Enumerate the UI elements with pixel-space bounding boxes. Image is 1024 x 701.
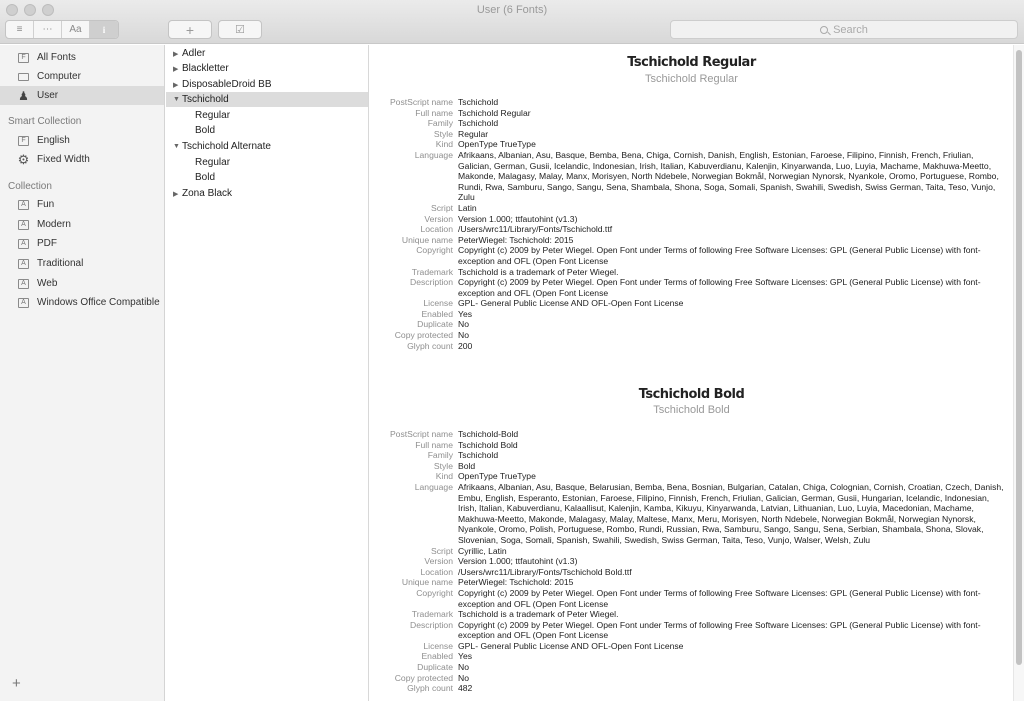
info-row	[370, 319, 1013, 330]
info-row	[370, 214, 1013, 225]
info-row	[370, 97, 1013, 108]
info-value: 482	[458, 683, 473, 694]
info-row	[370, 309, 1013, 320]
info-row	[370, 461, 1013, 472]
font-info-table	[370, 97, 1013, 351]
user-icon: ♟	[18, 88, 29, 103]
font-family-label: Blackletter	[182, 63, 229, 74]
info-row	[370, 556, 1013, 567]
search-placeholder: Search	[833, 23, 868, 36]
info-row	[370, 118, 1013, 129]
add-font-button[interactable]: +	[168, 20, 212, 39]
info-value: Version 1.000; ttfautohint (v1.3)	[458, 213, 578, 224]
info-value: No	[458, 319, 469, 330]
info-key: Location	[420, 566, 453, 577]
font-family-label: Tschichold Alternate	[182, 141, 271, 152]
info-value: Yes	[458, 651, 473, 662]
info-key: PostScript name	[389, 97, 453, 107]
info-value: Tschichold Bold	[458, 439, 518, 450]
info-key: Full name	[415, 107, 453, 118]
font-face-row[interactable]	[166, 123, 368, 138]
font-info-panel	[370, 45, 1013, 701]
disclosure-triangle-icon[interactable]: ▶	[173, 65, 179, 73]
info-key: Version	[424, 556, 453, 567]
info-row	[370, 245, 1013, 266]
font-preview-title: Tschichold Bold	[638, 387, 745, 402]
info-key: Copyright	[416, 245, 453, 256]
info-key: Duplicate	[417, 319, 453, 330]
window-title: User (6 Fonts)	[476, 4, 548, 16]
info-value: No	[458, 672, 469, 683]
collection-icon: A	[18, 298, 29, 308]
sidebar-item-label: Windows Office Compatible	[37, 297, 160, 308]
info-value: Cyrillic, Latin	[458, 545, 507, 556]
info-value: Regular	[458, 128, 489, 139]
disclosure-triangle-icon[interactable]: ▼	[173, 96, 180, 103]
info-value: No	[458, 662, 469, 673]
sidebar-item-label: Web	[37, 278, 58, 289]
info-value: Bold	[458, 460, 476, 471]
info-row	[370, 203, 1013, 214]
info-row	[370, 609, 1013, 620]
info-row	[370, 577, 1013, 588]
info-value: GPL- General Public License AND OFL-Open Font License	[458, 298, 684, 309]
list-view-icon[interactable]: ≡	[6, 21, 34, 38]
info-icon: i	[98, 24, 110, 36]
collection-icon: A	[18, 239, 29, 249]
disclosure-triangle-icon[interactable]: ▶	[173, 190, 179, 198]
info-row	[370, 341, 1013, 352]
font-family-label: Adler	[182, 48, 206, 59]
font-file-icon: F	[18, 53, 29, 63]
info-value: Tschichold	[458, 450, 499, 461]
info-row	[370, 139, 1013, 150]
font-file-icon: F	[18, 136, 29, 146]
font-face-row[interactable]	[166, 108, 368, 123]
sidebar	[0, 45, 165, 701]
info-value: Copyright (c) 2009 by Peter Wiegel. Open Font under Terms of following Free Software Licenses: GPL (General Public License) with font-exception and OFL (Open Font License	[458, 619, 981, 641]
info-key: Full name	[415, 439, 453, 450]
font-face-label: Regular	[195, 110, 231, 121]
info-key: Family	[427, 450, 453, 461]
info-view-button[interactable]	[90, 21, 118, 38]
sidebar-item-user[interactable]	[0, 86, 164, 105]
info-key: Copy protected	[394, 672, 453, 683]
sidebar-item-label: User	[37, 90, 59, 101]
sidebar-item-label: PDF	[37, 238, 57, 249]
font-family-row[interactable]	[166, 139, 368, 154]
sidebar-item-traditional[interactable]	[0, 254, 164, 273]
info-row	[370, 108, 1013, 119]
search-icon	[820, 26, 828, 34]
info-value: 200	[458, 340, 473, 351]
info-row	[370, 267, 1013, 278]
info-value: Tschichold	[458, 118, 499, 129]
info-row	[370, 641, 1013, 652]
info-value: Yes	[458, 308, 473, 319]
info-value: Tschichold is a trademark of Peter Wiegel.	[458, 609, 619, 620]
font-face-row[interactable]	[166, 155, 368, 170]
font-family-row[interactable]	[166, 92, 368, 107]
monitor-icon	[18, 73, 29, 81]
sidebar-item-label: Fun	[37, 199, 55, 210]
info-row	[370, 224, 1013, 235]
font-info-table	[370, 429, 1013, 694]
collection-icon: A	[18, 279, 29, 289]
info-value: Tschichold	[458, 97, 499, 107]
info-row	[370, 482, 1013, 546]
sidebar-item-pdf[interactable]	[0, 234, 164, 253]
info-key: Unique name	[401, 577, 453, 588]
info-value: Tschichold is a trademark of Peter Wiegel.	[458, 266, 619, 277]
info-key: Enabled	[421, 308, 453, 319]
info-key: License	[423, 640, 453, 651]
info-row	[370, 150, 1013, 203]
info-row	[370, 683, 1013, 694]
sidebar-item-label: Modern	[37, 219, 71, 230]
info-value: Copyright (c) 2009 by Peter Wiegel. Open Font under Terms of following Free Software Licenses: GPL (General Public License) with font-exception and OFL (Open Font License	[458, 277, 981, 298]
info-value: /Users/wrc11/Library/Fonts/Tschichold.ttf	[458, 224, 613, 235]
font-family-label: Zona Black	[182, 188, 233, 199]
info-value: Afrikaans, Albanian, Asu, Basque, Bemba, Bena, Chiga, Cornish, Danish, English, Estonian, Faroese, Filipino, Finnish, French, Friulian, Galician, German, Gusii, Icelandic, Indonesian, Irish, Italian, Kabuverdianu, Kalenjin, Kinyarwanda, Luo, Luyia, Machame, Makhuwa-Meetto, Makonde, Malagasy, Malay, Manx, Morisyen, North Ndebele, Norwegian Bokmål, Norwegian Nynorsk, Nyankole, Oromo, Portuguese, Rombo, Rundi, Rwa, Samburu, Sango, Sangu, Sena, Shambala, Shona, Soga, Somali, Spanish, Swahili, Swedish, Swiss German, Taita, Teso, Vunjo, Zulu	[458, 149, 999, 203]
info-key: Style	[433, 128, 453, 139]
validate-font-button[interactable]: ☑	[218, 20, 262, 39]
sidebar-item-label: All Fonts	[37, 52, 76, 63]
info-key: License	[423, 298, 453, 309]
sidebar-item-all-fonts[interactable]	[0, 48, 164, 67]
font-list	[166, 45, 369, 701]
info-value: Copyright (c) 2009 by Peter Wiegel. Open Font under Terms of following Free Software Licenses: GPL (General Public License) with font-exception and OFL (Open Font License	[458, 587, 981, 609]
sidebar-item-windows-office-compatible[interactable]	[0, 293, 164, 312]
info-row	[370, 673, 1013, 684]
scrollbar-thumb[interactable]	[1016, 50, 1022, 665]
sidebar-item-english[interactable]	[0, 131, 164, 150]
font-face-label: Bold	[195, 125, 216, 136]
info-value: Afrikaans, Albanian, Asu, Basque, Belarusian, Bemba, Bena, Bosnian, Bulgarian, Catalan, Chiga, Colognian, Cornish, Croatian, Czech, Danish, Embu, English, Esperanto, Estonian, Faroese, Filipino, Finnish, French, Friulian, Galician, German, Gusii, Hungarian, Icelandic, Indonesian, Irish, Italian, Kabuverdianu, Kalaallisut, Kalenjin, Kamba, Kikuyu, Kinyarwanda, Latvian, Lithuanian, Luo, Luyia, Macedonian, Machame, Makhuwa-Meetto, Makonde, Malagasy, Malay, Maltese, Manx, Meru, Morisyen, North Ndebele, Norwegian Bokmål, Norwegian Nynorsk, Nyankole, Oromo, Polish, Portuguese, Rombo, Rundi, Russian, Rwa, Samburu, Sango, Sangu, Sena, Serbian, Shambala, Shona, Slovak, Slovenian, Soga, Somali, Spanish, Swahili, Swedish, Swiss German, Taita, Teso, Vunjo, Walser, Welsh, Zulu	[458, 481, 1004, 545]
info-key: Script	[431, 545, 453, 556]
gear-icon: ⚙	[17, 151, 30, 167]
info-row	[370, 450, 1013, 461]
disclosure-triangle-icon[interactable]: ▶	[173, 81, 179, 89]
collection-icon: A	[18, 259, 29, 269]
font-preview-title: Tschichold Regular	[627, 55, 756, 70]
info-value: OpenType TrueType	[458, 139, 536, 150]
info-key: Copy protected	[394, 330, 453, 341]
info-row	[370, 277, 1013, 298]
disclosure-triangle-icon[interactable]: ▶	[173, 50, 179, 58]
info-key: Kind	[435, 139, 453, 150]
info-value: Tschichold-Bold	[458, 429, 519, 439]
font-family-row[interactable]	[166, 186, 368, 201]
search-field[interactable]	[670, 20, 1018, 39]
info-value: GPL- General Public License AND OFL-Open Font License	[458, 640, 684, 651]
info-value: Copyright (c) 2009 by Peter Wiegel. Open Font under Terms of following Free Software Licenses: GPL (General Public License) with font-exception and OFL (Open Font License	[458, 245, 981, 266]
info-value: /Users/wrc11/Library/Fonts/Tschichold Bold.ttf	[458, 566, 632, 577]
info-key: Copyright	[416, 587, 453, 598]
info-row	[370, 440, 1013, 451]
info-row	[370, 235, 1013, 246]
info-row	[370, 429, 1013, 440]
sidebar-item-label: Traditional	[37, 258, 84, 269]
sidebar-item-computer[interactable]	[0, 67, 164, 86]
info-row	[370, 651, 1013, 662]
vertical-scrollbar[interactable]	[1013, 45, 1024, 701]
info-key: Language	[414, 149, 453, 160]
info-key: Trademark	[411, 609, 453, 620]
info-key: PostScript name	[389, 429, 453, 439]
info-value: OpenType TrueType	[458, 471, 536, 482]
info-value: Tschichold Regular	[458, 107, 531, 118]
font-family-row[interactable]	[166, 77, 368, 92]
info-row	[370, 620, 1013, 641]
info-key: Kind	[435, 471, 453, 482]
info-key: Glyph count	[407, 683, 453, 694]
sidebar-item-label: Fixed Width	[37, 154, 90, 165]
info-row	[370, 471, 1013, 482]
font-family-row[interactable]	[166, 46, 368, 61]
view-mode-segmented-control	[5, 20, 119, 39]
info-row	[370, 588, 1013, 609]
info-value: PeterWiegel: Tschichold: 2015	[458, 234, 574, 245]
info-key: Script	[431, 202, 453, 213]
info-value: Version 1.000; ttfautohint (v1.3)	[458, 556, 578, 567]
info-key: Version	[424, 213, 453, 224]
sidebar-item-label: Computer	[37, 71, 81, 82]
info-key: Description	[410, 277, 453, 288]
sidebar-item-fixed-width[interactable]	[0, 150, 164, 169]
info-row	[370, 567, 1013, 578]
font-preview-subtitle: Tschichold Regular	[645, 73, 738, 85]
font-family-row[interactable]	[166, 61, 368, 76]
titlebar	[0, 0, 1024, 44]
info-key: Location	[420, 224, 453, 235]
collection-icon: A	[18, 200, 29, 210]
info-key: Family	[427, 118, 453, 129]
info-row	[370, 662, 1013, 673]
info-value: Latin	[458, 202, 477, 213]
info-key: Enabled	[421, 651, 453, 662]
smart-collection-heading: Smart Collection	[8, 116, 82, 127]
info-row	[370, 330, 1013, 341]
info-key: Language	[414, 481, 453, 492]
font-face-label: Bold	[195, 172, 216, 183]
font-face-label: Regular	[195, 157, 231, 168]
font-family-label: Tschichold	[182, 94, 229, 105]
info-key: Duplicate	[417, 662, 453, 673]
info-key: Trademark	[411, 266, 453, 277]
info-row	[370, 298, 1013, 309]
sidebar-item-web[interactable]	[0, 274, 164, 293]
font-family-label: DisposableDroid BB	[182, 79, 272, 90]
sample-view-button[interactable]: Aa	[62, 21, 90, 38]
sidebar-item-label: English	[37, 135, 70, 146]
info-key: Glyph count	[407, 340, 453, 351]
info-row	[370, 546, 1013, 557]
info-key: Style	[433, 460, 453, 471]
collection-heading: Collection	[8, 181, 52, 192]
sidebar-item-fun[interactable]	[0, 195, 164, 214]
collection-icon: A	[18, 220, 29, 230]
disclosure-triangle-icon[interactable]: ▼	[173, 143, 180, 150]
sidebar-item-modern[interactable]	[0, 215, 164, 234]
info-row	[370, 129, 1013, 140]
grid-view-icon[interactable]: ⋯	[34, 21, 62, 38]
info-value: No	[458, 330, 469, 341]
info-key: Unique name	[401, 234, 453, 245]
info-value: PeterWiegel: Tschichold: 2015	[458, 577, 574, 588]
font-face-row[interactable]	[166, 170, 368, 185]
font-preview-subtitle: Tschichold Bold	[653, 404, 730, 416]
add-collection-button[interactable]: +	[12, 675, 21, 692]
info-key: Description	[410, 619, 453, 630]
